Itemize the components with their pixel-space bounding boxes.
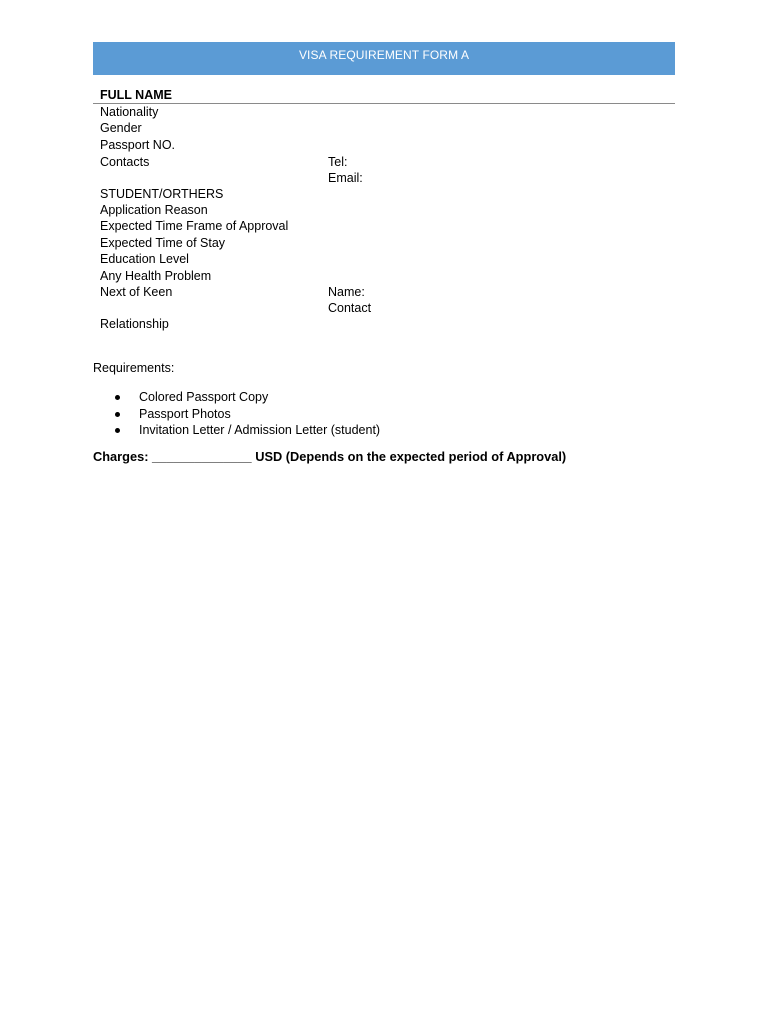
requirement-text: Invitation Letter / Admission Letter (student) [139,423,381,437]
next-of-keen-contact-label: Contact [328,301,372,315]
bullet-icon [115,428,120,433]
gender-label: Gender [100,121,142,135]
charges-line: Charges: ______________ USD (Depends on the expected period of Approval) [93,449,567,464]
requirements-list [93,389,380,439]
form-title: VISA REQUIREMENT FORM A [298,48,470,62]
requirements-heading: Requirements: [93,361,175,375]
time-of-stay-label: Expected Time of Stay [100,236,226,250]
relationship-label: Relationship [100,317,169,331]
list-item [93,389,380,406]
passport-no-label: Passport NO. [100,138,176,152]
contacts-email-label: Email: [328,171,363,185]
bullet-icon [115,412,120,417]
nationality-label: Nationality [100,105,159,119]
contacts-label: Contacts [100,155,150,169]
bullet-icon [115,395,120,400]
list-item [93,406,380,423]
next-of-keen-label: Next of Keen [100,285,173,299]
title-divider [93,103,675,104]
contacts-tel-label: Tel: [328,155,348,169]
education-level-label: Education Level [100,252,189,266]
requirement-text: Colored Passport Copy [139,390,269,404]
requirement-text: Passport Photos [139,406,231,421]
form-title-banner [93,42,675,75]
list-item [93,422,380,439]
health-problem-label: Any Health Problem [100,269,212,283]
student-others-label: STUDENT/ORTHERS [100,187,224,201]
next-of-keen-name-label: Name: [328,285,365,299]
approval-time-frame-label: Expected Time Frame of Approval [100,219,289,233]
full-name-label: FULL NAME [100,88,172,102]
application-reason-label: Application Reason [100,203,208,217]
